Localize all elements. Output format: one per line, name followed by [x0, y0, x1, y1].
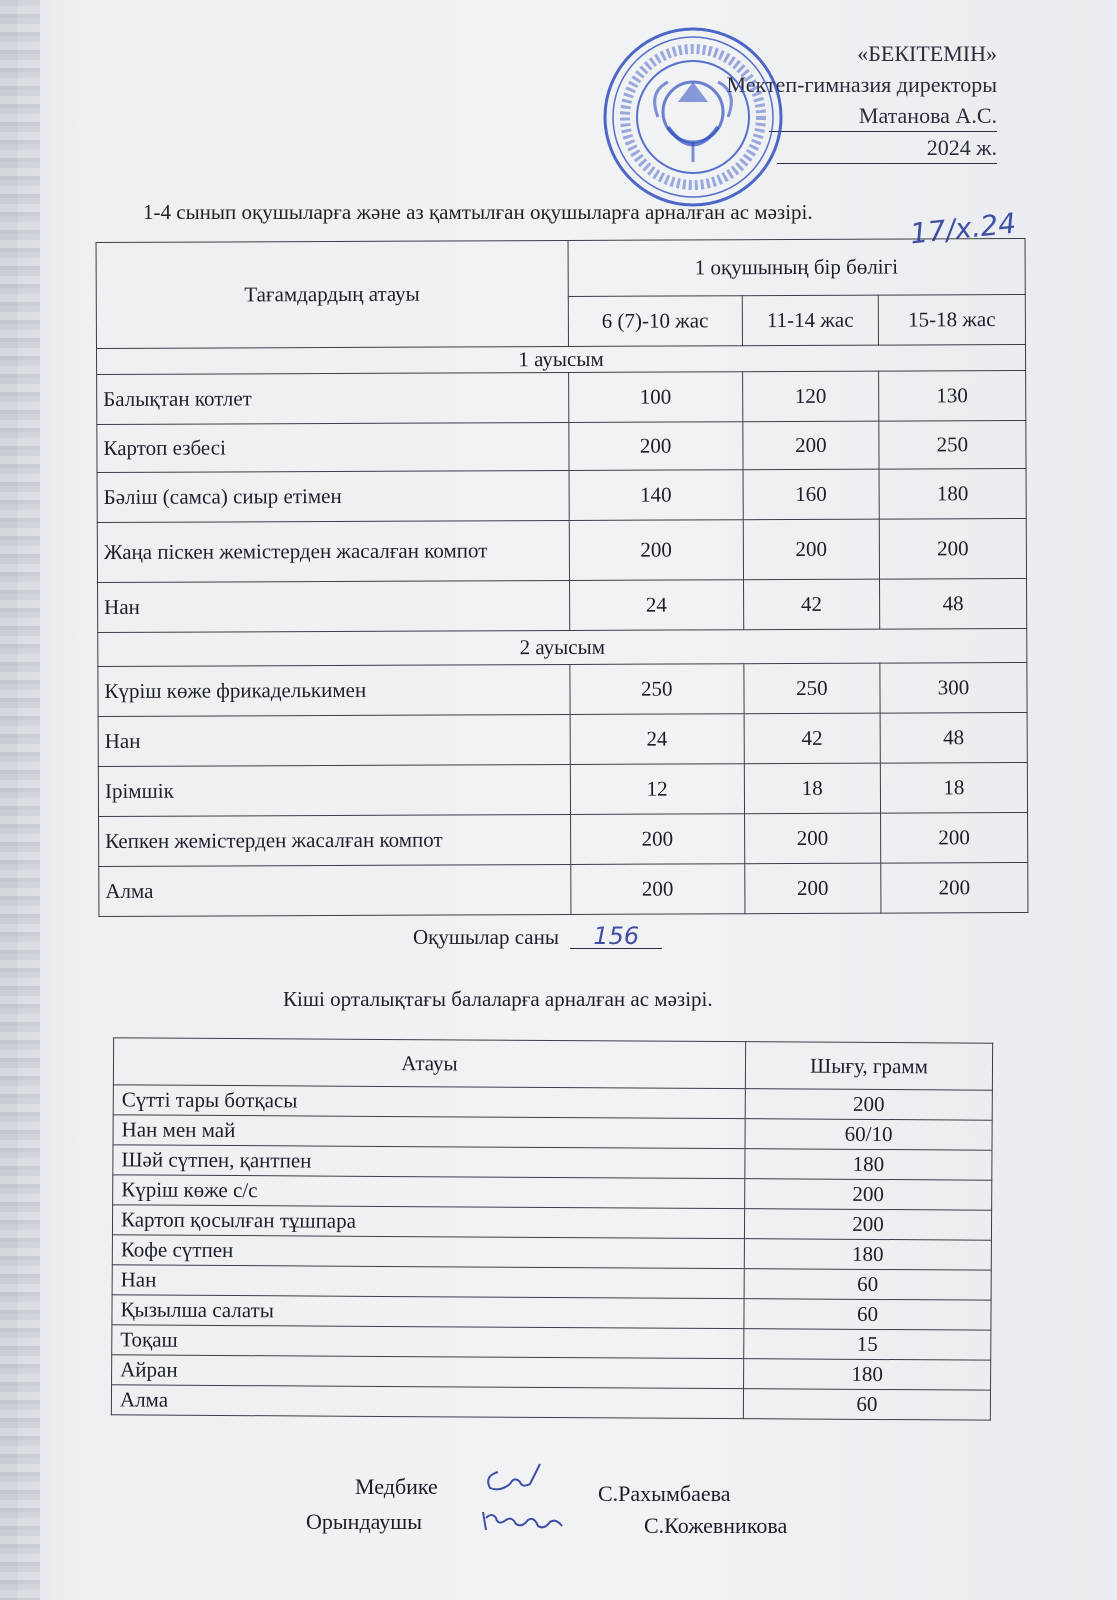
portion-value: 200	[744, 813, 880, 864]
dish-name: Картоп езбесі	[97, 422, 569, 472]
portion-value: 48	[879, 578, 1026, 629]
item-name: Сүтті тары ботқасы	[113, 1085, 745, 1119]
portion-value: 200	[570, 814, 745, 865]
portion-value: 180	[879, 468, 1026, 519]
menu1-age-col-1: 6 (7)-10 жас	[568, 296, 743, 347]
table-row	[97, 420, 1026, 472]
item-name: Кофе сүтпен	[112, 1235, 744, 1269]
portion-value: 24	[569, 580, 744, 631]
menu1-title: 1-4 сынып оқушыларға және аз қамтылған оқушыларға арналған ас мәзірі.	[143, 200, 813, 224]
dish-name: Нан	[98, 580, 570, 632]
portion-value: 130	[878, 370, 1025, 421]
portion-value: 18	[880, 762, 1027, 813]
menu2-col-name: Атауы	[113, 1038, 745, 1089]
menu2-col-value: Шығу, грамм	[745, 1042, 992, 1091]
portion-value: 250	[569, 664, 744, 715]
item-value: 60	[744, 1269, 991, 1301]
table-row	[111, 1385, 990, 1420]
dish-name: Балықтан котлет	[97, 372, 569, 424]
portion-value: 200	[743, 519, 879, 580]
dish-name: Күріш көже фрикаделькимен	[98, 664, 570, 716]
portion-value: 18	[744, 763, 880, 814]
page-edge-shadow	[0, 0, 40, 1600]
portion-value: 140	[569, 470, 744, 521]
item-name: Нан мен май	[113, 1115, 745, 1149]
executor-name: С.Кожевникова	[644, 1513, 788, 1538]
item-name: Картоп қосылған тұшпара	[112, 1205, 744, 1239]
dish-name: Жаңа піскен жемістерден жасалған компот	[97, 520, 569, 582]
item-name: Алма	[111, 1385, 743, 1419]
portion-value: 200	[879, 518, 1026, 579]
nurse-role: Медбике	[355, 1474, 438, 1499]
item-value: 180	[744, 1359, 991, 1391]
table-row	[98, 662, 1027, 716]
item-value: 180	[744, 1239, 991, 1271]
portion-value: 200	[743, 421, 879, 470]
dish-name: Нан	[98, 714, 570, 766]
menu1-table	[96, 238, 1029, 917]
item-value: 15	[744, 1329, 991, 1361]
portion-value: 200	[881, 862, 1028, 913]
item-name: Нан	[112, 1265, 744, 1299]
portion-value: 42	[744, 713, 880, 764]
table-row	[97, 370, 1026, 424]
portion-value: 200	[880, 812, 1027, 863]
dish-name: Бәліш (самса) сиыр етімен	[97, 470, 569, 522]
menu1-age-col-2: 11-14 жас	[742, 295, 878, 346]
portion-value: 24	[570, 714, 745, 765]
portion-value: 200	[568, 422, 743, 471]
dish-name: Кепкен жемістерден жасалған компот	[99, 814, 571, 866]
portion-value: 200	[745, 863, 881, 914]
item-name: Күріш көже с/с	[113, 1175, 745, 1209]
portion-value: 12	[570, 764, 745, 815]
approval-director-name: Матанова А.С.	[769, 100, 997, 132]
table-row	[98, 762, 1027, 816]
item-name: Айран	[112, 1355, 744, 1389]
menu1-age-col-3: 15-18 жас	[878, 294, 1025, 345]
dish-name: Ірімшік	[98, 764, 570, 816]
portion-value: 160	[743, 469, 879, 520]
portion-value: 42	[743, 579, 879, 630]
item-value: 200	[745, 1179, 992, 1211]
item-value: 60/10	[745, 1119, 992, 1151]
portion-value: 300	[880, 662, 1027, 713]
menu1-col-group: 1 оқушының бір бөлігі	[568, 238, 1026, 296]
executor-signature	[478, 1504, 573, 1540]
table-row	[98, 712, 1027, 766]
item-name: Қызылша салаты	[112, 1295, 744, 1329]
table-row	[99, 862, 1028, 916]
portion-value: 100	[568, 372, 743, 423]
portion-value: 200	[570, 864, 745, 915]
menu2-table	[111, 1037, 993, 1420]
shift1-label: 1 ауысым	[96, 344, 1025, 374]
table-row	[113, 1145, 992, 1180]
students-count-label: Оқушылар саны	[413, 925, 559, 949]
table-row	[97, 468, 1026, 522]
table-row	[112, 1295, 991, 1330]
item-value: 60	[744, 1299, 991, 1331]
item-name: Тоқаш	[112, 1325, 744, 1359]
handwritten-date: 17/х.24	[908, 206, 1018, 251]
students-count	[413, 924, 662, 950]
dish-name: Алма	[99, 864, 571, 916]
item-value: 60	[743, 1389, 990, 1421]
item-value: 200	[745, 1089, 992, 1121]
menu2-title: Кіші орталықтағы балаларға арналған ас мәзірі.	[283, 987, 713, 1011]
shift2-label: 2 ауысым	[98, 628, 1027, 666]
official-seal-stamp	[598, 22, 788, 212]
table-row	[113, 1085, 992, 1120]
nurse-signature	[480, 1458, 560, 1498]
table-row	[97, 518, 1026, 582]
approval-year: 2024 ж.	[777, 132, 997, 164]
approval-position: Мектеп-гимназия директоры	[726, 72, 997, 97]
table-row	[98, 578, 1027, 632]
table-row	[113, 1175, 992, 1210]
approval-title: «БЕКІТЕМІН»	[857, 41, 997, 66]
table-row	[112, 1205, 991, 1240]
item-value: 200	[744, 1209, 991, 1241]
portion-value: 200	[569, 520, 744, 581]
table-row	[99, 812, 1028, 866]
nurse-name: С.Рахымбаева	[598, 1481, 731, 1506]
students-count-value: 156	[570, 924, 662, 949]
item-name: Шәй сүтпен, қантпен	[113, 1145, 745, 1179]
portion-value: 250	[744, 663, 880, 714]
executor-role: Орындаушы	[306, 1509, 423, 1534]
item-value: 180	[745, 1149, 992, 1181]
menu1-col-name: Тағамдардың атауы	[96, 240, 568, 348]
portion-value: 48	[880, 712, 1027, 763]
portion-value: 250	[879, 420, 1026, 469]
portion-value: 120	[742, 371, 878, 422]
